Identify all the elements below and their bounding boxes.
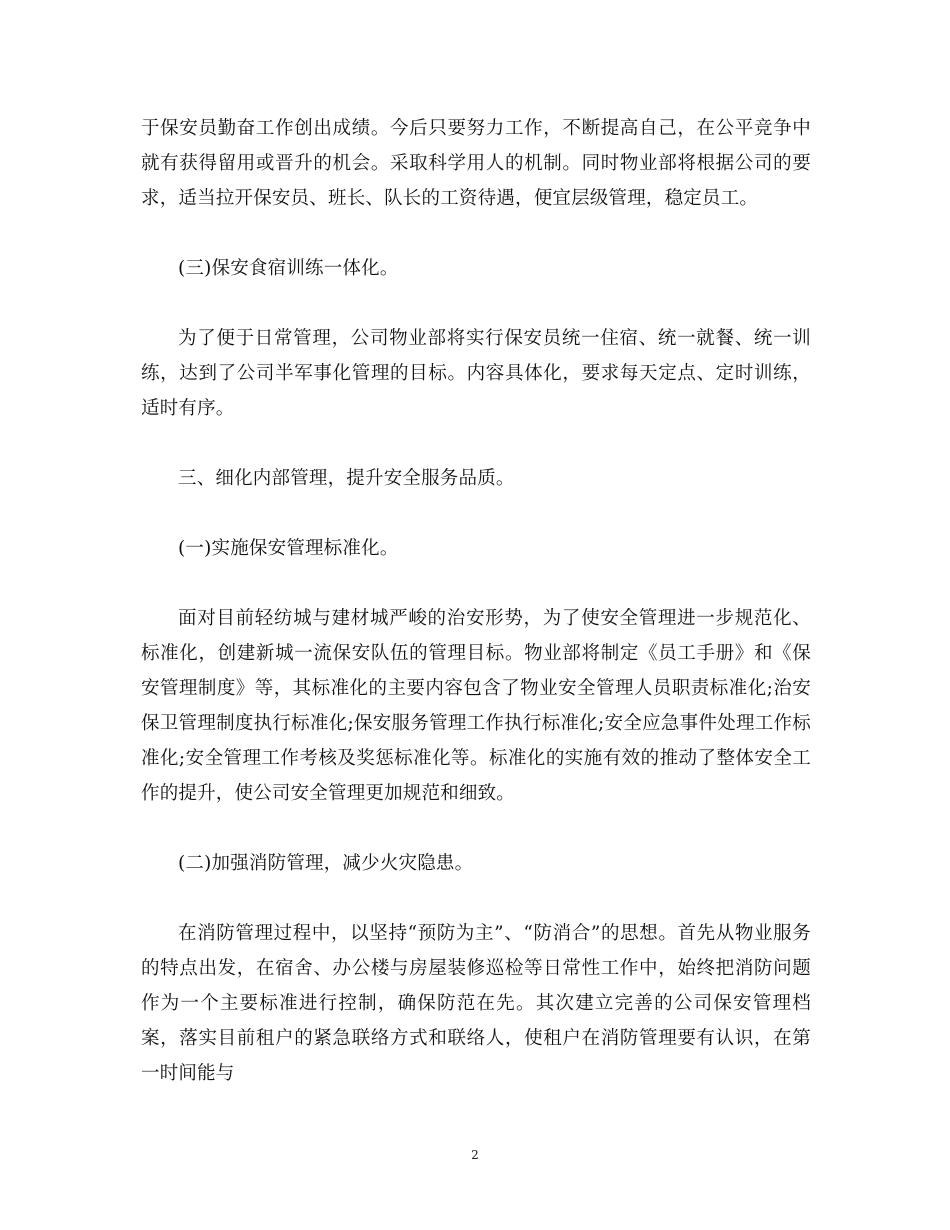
page-number: 2 xyxy=(471,1148,479,1162)
paragraph-standardization: 面对目前轻纺城与建材城严峻的治安形势，为了使安全管理进一步规范化、标准化，创建新城一流保安队伍的管理目标。物业部将制定《员工手册》和《保安管理制度》等，其标准化的主要内容包含了物业安全管理人员职责标准化;治安保卫管理制度执行标准化;保安服务管理工作执行标准化;安全应急事件处理工作标准化;安全管理工作考核及奖惩标准化等。标准化的实施有效的推动了整体安全工作的提升，使公司安全管理更加规范和细致。 xyxy=(141,608,811,804)
heading-accommodation-training: (三)保安食宿训练一体化。 xyxy=(178,258,399,279)
document-body xyxy=(141,111,811,1126)
heading-internal-management: 三、细化内部管理，提升安全服务品质。 xyxy=(178,468,515,489)
heading-fire-management: (二)加强消防管理，减少火灾隐患。 xyxy=(178,853,474,874)
heading-standardization: (一)实施保安管理标准化。 xyxy=(178,538,399,559)
paragraph-staff-incentive: 于保安员勤奋工作创出成绩。今后只要努力工作，不断提高自己，在公平竞争中就有获得留用或晋升的机会。采取科学用人的机制。同时物业部将根据公司的要求，适当拉开保安员、班长、队长的工资待遇，便宜层级管理，稳定员工。 xyxy=(141,118,811,209)
paragraph-unified-management: 为了便于日常管理，公司物业部将实行保安员统一住宿、统一就餐、统一训练，达到了公司半军事化管理的目标。内容具体化，要求每天定点、定时训练，适时有序。 xyxy=(141,328,811,419)
paragraph-fire-management: 在消防管理过程中，以坚持“预防为主”、“防消合”的思想。首先从物业服务的特点出发，在宿舍、办公楼与房屋装修巡检等日常性工作中，始终把消防问题作为一个主要标准进行控制，确保防范在先。其次建立完善的公司保安管理档案，落实目前租户的紧急联络方式和联络人，使租户在消防管理要有认识，在第一时间能与 xyxy=(141,923,811,1084)
